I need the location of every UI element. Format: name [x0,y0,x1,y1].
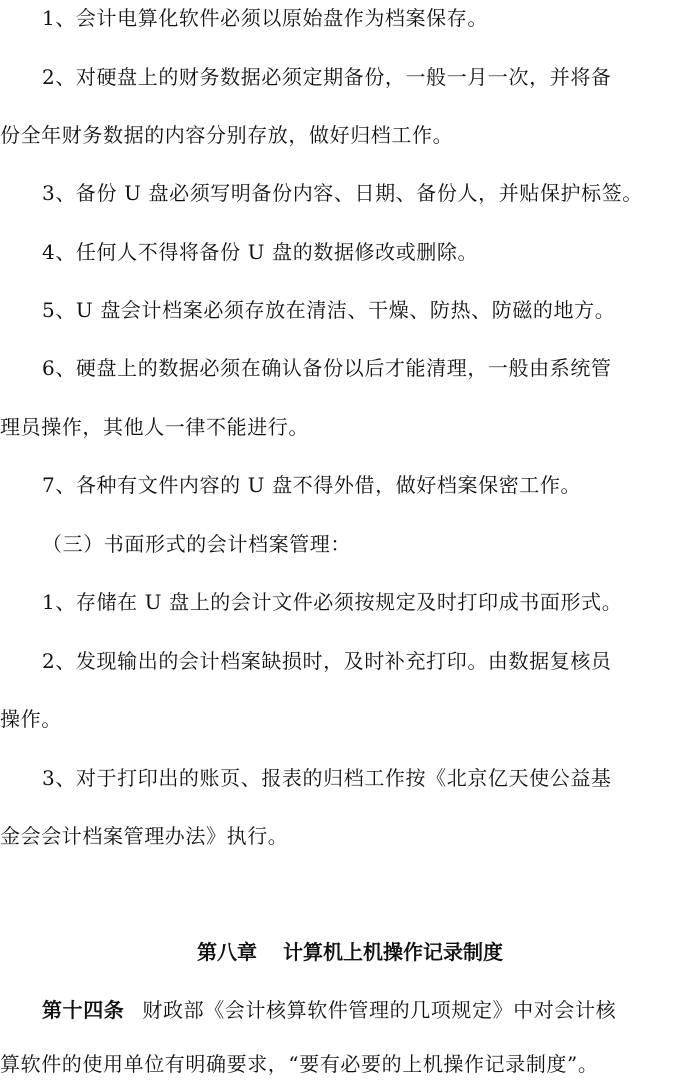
paragraph-line: 份全年财务数据的内容分别存放，做好归档工作。 [0,123,454,147]
paragraph-line: 6、硬盘上的数据必须在确认备份以后才能清理，一般由系统管 [42,356,612,380]
paragraph-line: 3、对于打印出的账页、报表的归档工作按《北京亿天使公益基 [42,766,612,790]
paragraph-line: 5、U 盘会计档案必须存放在清洁、干燥、防热、防磁的地方。 [42,298,616,322]
section-subheading: （三）书面形式的会计档案管理： [42,532,351,556]
article-label: 第十四条 [42,998,125,1022]
chapter-number: 第八章 [197,940,257,964]
article-line [42,995,616,1025]
chapter-title: 计算机上机操作记录制度 [283,940,503,964]
paragraph-line: 4、任何人不得将备份 U 盘的数据修改或删除。 [42,240,479,264]
paragraph-line: 1、存储在 U 盘上的会计文件必须按规定及时打印成书面形式。 [42,590,623,614]
paragraph-line: 1、会计电算化软件必须以原始盘作为档案保存。 [42,6,488,30]
chapter-heading [0,937,700,967]
paragraph-line: 金会会计档案管理办法》执行。 [0,824,289,848]
paragraph-line: 3、备份 U 盘必须写明备份内容、日期、备份人，并贴保护标签。 [42,181,643,205]
paragraph-line: 2、发现输出的会计档案缺损时，及时补充打印。由数据复核员 [42,649,612,673]
article-text: 财政部《会计核算软件管理的几项规定》中对会计核 [142,998,617,1022]
paragraph-line: 2、对硬盘上的财务数据必须定期备份，一般一月一次，并将备 [42,65,612,89]
paragraph-line: 操作。 [0,707,62,731]
article-line-continued: 算软件的使用单位有明确要求，“要有必要的上机操作记录制度”。 [0,1052,599,1076]
paragraph-line: 理员操作，其他人一律不能进行。 [0,415,309,439]
paragraph-line: 7、各种有文件内容的 U 盘不得外借，做好档案保密工作。 [42,473,582,497]
